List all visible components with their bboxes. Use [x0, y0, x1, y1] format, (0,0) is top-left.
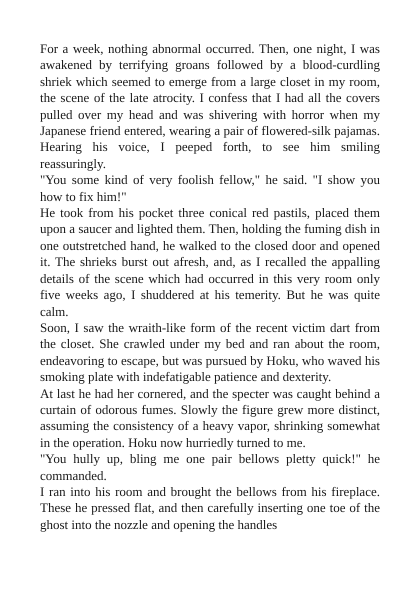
paragraph: He took from his pocket three conical red pastils, placed them upon a saucer and lighted them. Then, holding the fuming dish in one outstretched hand, he walked to the closed door and opened it. The shrieks burst out afresh, and, as I recalled the appalling details of the scene which had occurred in this very room only five weeks ago, I shuddered at his temerity. But he was quite calm. [40, 205, 380, 319]
paragraph: I ran into his room and brought the bellows from his fireplace. These he pressed flat, and then carefully inserting one toe of the ghost into the nozzle and opening the handles [40, 483, 380, 532]
paragraph: "You some kind of very foolish fellow," he said. "I show you how to fix him!" [40, 172, 380, 204]
paragraph: Soon, I saw the wraith-like form of the recent victim dart from the closet. She crawled under my bed and ran about the room, endeavoring to escape, but was pursued by Hoku, who waved his smoking plate with indefatigable patience and dexterity. [40, 319, 380, 385]
paragraph: For a week, nothing abnormal occurred. Then, one night, I was awakened by terrifying groans followed by a blood-curdling shriek which seemed to emerge from a large closet in my room, the scene of the late atrocity. I confess that I had all the covers pulled over my head and was shivering with horror when my Japanese friend entered, wearing a pair of flowered-silk pajamas. Hearing his voice, I peeped forth, to see him smiling reassuringly. [40, 41, 380, 171]
paragraph: "You hully up, bling me one pair bellows pletty quick!" he commanded. [40, 451, 380, 483]
page-body [40, 41, 380, 533]
paragraph: At last he had her cornered, and the specter was caught behind a curtain of odorous fumes. Slowly the figure grew more distinct, assuming the consistency of a heavy vapor, shrinking somewhat in the operation. Hoku now hurriedly turned to me. [40, 385, 380, 450]
